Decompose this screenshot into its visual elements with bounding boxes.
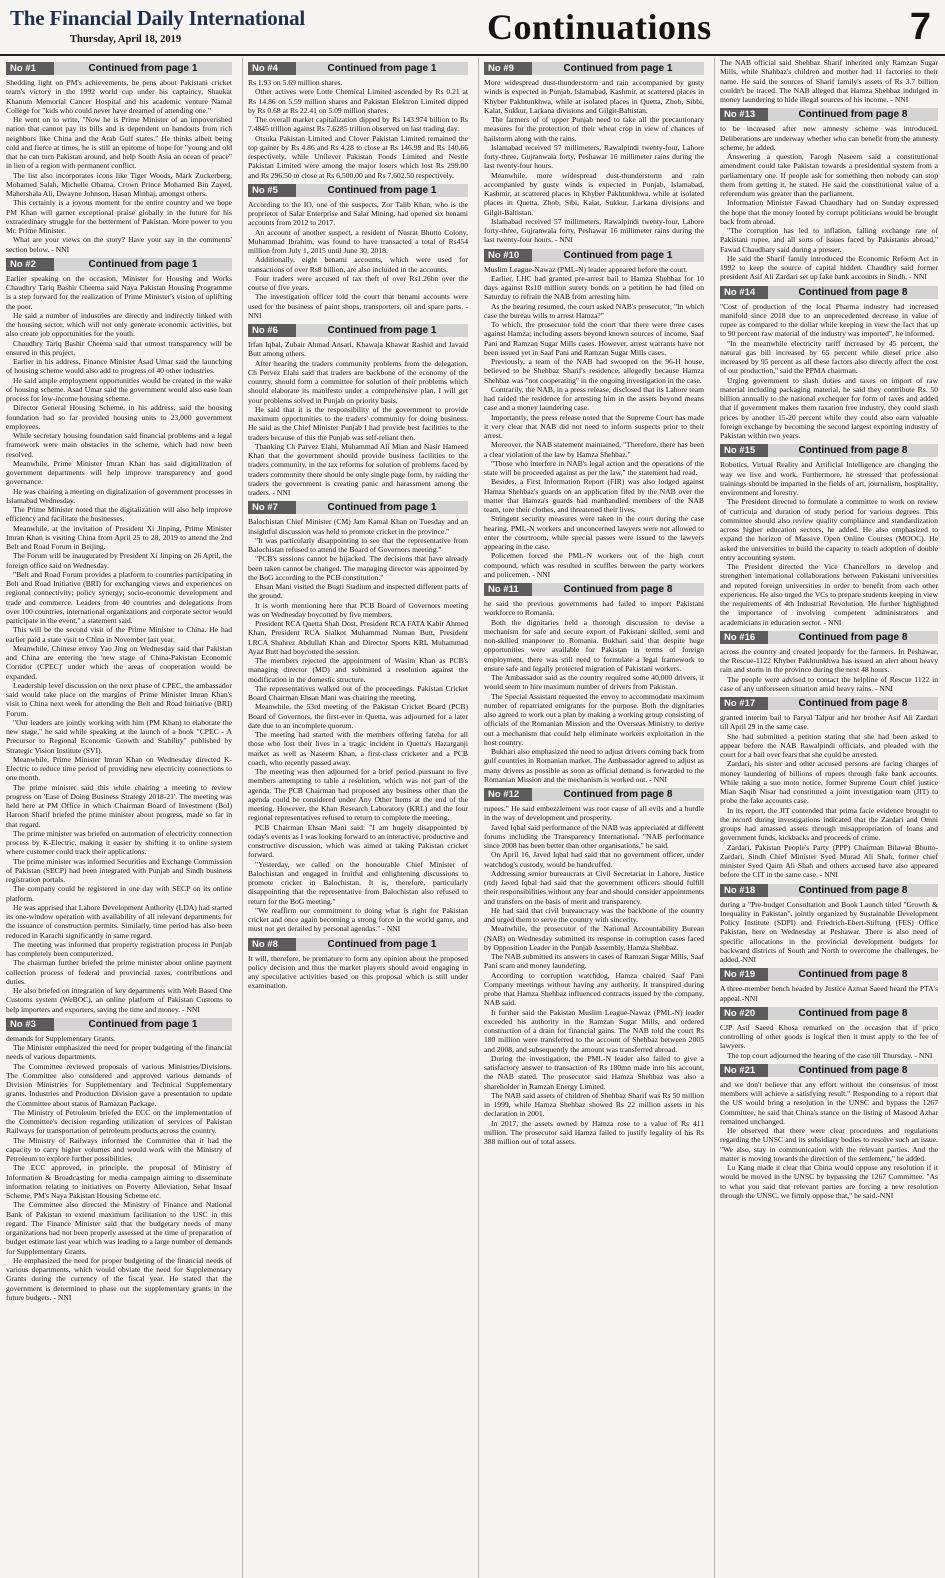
article-paragraph: The NAB submitted its answers in cases of Ramzan Sugar Mills, Saaf Pani scam and money laundering. xyxy=(484,952,704,971)
article-paragraph: The Minister emphasized the need for proper budgeting of the financial needs of various departments. xyxy=(6,1043,232,1062)
article-paragraph: during a "Pre-budget Consultation and Book Launch titled "Growth & Inequality in Pakistan", jointly organized by Sustainable Development Policy Institute (SDPI) and Friedrich-Ebert-Stiftung (FES) Office Pakistan, here on Wednesday at Peshawar. There is also need of specific allocations in the provincial development budgets for backward districts of South and North to overcome the challenges, he added.-NNI xyxy=(720,899,938,964)
article-paragraph: Contrarily, the NAB, in a press release, disclosed that its Lahore team had raided the residence for arresting him in the assets beyond means case and a money laundering case. xyxy=(484,384,704,413)
article-paragraph: rupees." He said embezzlement was root cause of all evils and a hurdle in the way of development and prosperity. xyxy=(484,804,704,823)
article-paragraph: "Belt and Road Forum provides a platform to countries participating in Belt and Road Initiative (BRI) for exchanging views and experiences on regional connectivity; policy synergy; socio-economic development and trade and commerce. Leaders from 40 countries and delegations from over 100 countries, international organizations and corporate sector would participate in the event," a statement said. xyxy=(6,569,232,625)
article-paragraph: Javed Iqbal said performance of the NAB was appreciated at different forums including the Transparency International. "NAB performance since 2008 has been better than other organisations," he said. xyxy=(484,822,704,850)
article-paragraph: He said ample employment opportunities would be created in the wake of housing scheme. Asad Umar said the government would also ease loan process for low-income housing scheme. xyxy=(6,375,232,403)
article-number: No #7 xyxy=(248,501,296,514)
article-header xyxy=(484,62,704,75)
article-header xyxy=(484,249,704,262)
article-paragraph: Information Minister Fawad Chaudhary had on Sunday expressed the hope that the money looted by corrupt politicians would be brought back from abroad. xyxy=(720,198,938,226)
article-paragraph: The list also incorporates icons like Tiger Woods, Mark Zuckerberg, Mohamed Salah, Michelle Obama, Crown Prince Mohamed Bin Zayed, Mahershala Ali, Dwayne Johnson, Hasan Minhaj, amongst others. xyxy=(6,170,232,198)
masthead xyxy=(0,0,945,56)
continued-from-label: Continued from page 1 xyxy=(296,184,468,197)
article xyxy=(720,286,938,441)
article-paragraph: More widespread dust-thunderstorm and rain accompanied by gusty winds is expected in Punjab, Islamabad, Kashmir, at scattered places in Khyber Pakhtunkhwa, while at isolated places in Quetta, Zhob, Sibbi, Kalat, Sukkur, Larkana divisions and Gilgit-Baltistan. xyxy=(484,78,704,115)
article xyxy=(720,444,938,627)
article-paragraph: The top court adjourned the hearing of the case till Thursday. - NNI xyxy=(727,1050,933,1060)
issue-date: Thursday, April 18, 2019 xyxy=(70,34,182,45)
article-number: No #17 xyxy=(720,697,768,710)
article-paragraph: "Cost of production of the local Pharma industry had increased manifold since 2018 due to an unprecedented decrease in value of rupee as compared to the dollar while keeping in view the fact that up to 90 percent raw material of the industry was imported", he informed. xyxy=(720,301,938,339)
article-paragraph: The chairman further briefed the prime minister about online payment collection process of federal and provincial taxes, contributions and duties. xyxy=(6,958,232,986)
article-paragraph: Meanwhile, Chinese envoy Yao Jing on Wednesday said that Pakistan and China are entering the 'new stage of China-Pakistan Economic Corridor (CPEC)' under which the areas of cooperation would be expanded. xyxy=(6,643,232,681)
article-paragraph: Urging government to slash duties and taxes on import of raw material including packaging material, he said they contribute Rs. 50 billion annually to the national exchequer for form of taxes and added that if government makes them taxation free industry, they could slash prices by another 15-20 percent while they could also earn valuable foreign exchange by becoming the second largest exporting industry of Pakistan within two years. xyxy=(720,375,938,440)
article-paragraph: While secretary housing foundation said financial problems and a legal framework were main obstacles in the scheme, which had now been resolved. xyxy=(6,431,232,459)
continued-from-label: Continued from page 8 xyxy=(768,884,938,897)
article-paragraph: Moreover, the NAB statement maintained, "Therefore, there has been a clear violation of the law by Hamza Shehbaz." xyxy=(484,440,704,459)
article-paragraph: Islamabad received 57 millimeters, Rawalpindi twenty-four, Lahore forty-three, Gujranwala forty, Peshawar 16 millimeter rains during the last twenty-four hours. xyxy=(484,142,704,171)
article-paragraph: "We reaffirm our commitment to doing what is right for Pakistan cricket and once again becoming a strong force in the world game, and must not get derailed by personal agendas." - NNI xyxy=(248,905,468,934)
continued-from-label: Continued from page 8 xyxy=(768,1007,938,1020)
article-paragraph: Four traders were accused of tax theft of over Rs1.26bn over the course of five years. xyxy=(248,273,468,292)
article-number: No #19 xyxy=(720,968,768,981)
article xyxy=(248,938,468,991)
article-paragraph: PCB Chairman Ehsan Mani said: "I am hugely disappointed by today's events as I was looking forward to an interactive, productive and constructive discussion, which was aimed at taking Pakistan cricket forward. xyxy=(248,822,468,860)
article-paragraph: After hearing the traders community problems from the delegation, Ch Pervez Elahi said that traders are backbone of the economy of the country, should form a committee for solution of their problems which should elaborate its manifesto under a comprehensive plan, I will get your problems solved in Punjab on priority basis. xyxy=(248,358,468,405)
article-paragraph: Rs 1.93 on 5.69 million shares. xyxy=(248,78,343,87)
article-paragraph: The ECC approved, in principle, the proposal of Ministry of Information & Broadcasting for media campaign aiming to disseminate information relating to initiatives on Poverty Alleviation, Sehat Insaaf Scheme, PM's Naya Pakistan Housing Scheme etc. xyxy=(6,1163,232,1200)
article-paragraph: The farmers of of upper Punjab need to take all the precautionary measures for the protection of their wheat crop in view of chances of hailstorm along with the rains. xyxy=(484,115,704,143)
article-paragraph: This certainly is a joyous moment for the entire country and we hope PM Khan will garner exceptional praise globally in the future for his extraordinary struggle for the betterment of Pakistan. More power to you Mr. Prime Minister. xyxy=(6,198,232,235)
continued-from-label: Continued from page 1 xyxy=(296,501,468,514)
continued-from-label: Continued from page 1 xyxy=(54,1018,232,1031)
article-header xyxy=(720,444,938,457)
article xyxy=(720,884,938,965)
article-paragraph: Earlier, LHC had granted pre-arrest bail to Hamza Shehbaz for 10 days against Rs10 million surety bonds on a petition he had filed on Saturday to refrain the NAB from arresting him. xyxy=(484,273,704,302)
article-paragraph: Addressing senior bureaucrats at Civil Secretariat in Lahore, Justice (rtd) Javed Iqbal had said that the government officers should fulfill their responsibilities without any fear and should consider appointments and transfers on the basis of merit and transparency. xyxy=(484,868,704,906)
article-paragraph: The meeting was informed that property registration process in Punjab has completely been computerized. xyxy=(6,939,232,958)
article-header xyxy=(248,324,468,337)
article-paragraph: Meanwhile, the 53rd meeting of the Pakistan Cricket Board (PCB) Board of Governors, the first-ever in Quetta, was adjourned for a later date due to an incomplete quorum. xyxy=(248,702,468,730)
column-3 xyxy=(478,58,704,1578)
article-paragraph: Additionally, eight benami accounts, which were used for transactions of over Rs8 billion, are also included in the accounts. xyxy=(248,255,468,274)
article-paragraph: across the country and created jeopardy for the farmers. In Peshawar, the Rescue-1122 Khyber Pakhtunkhwa has issued an alert about heavy rain and storm in the province during the next 48 hours. xyxy=(720,646,938,675)
article-paragraph: Zardari, his sister and other accused persons are facing charges of money laundering of billions of rupees through fake bank accounts. While taking a suo moto notice, former Supreme Court chief justice Mian Saqib Nisar had constituted a joint investigation team (JIT) to probe the fake accounts case. xyxy=(720,759,938,806)
continued-from-label: Continued from page 8 xyxy=(768,1064,938,1077)
article-paragraph: Besides, a First Information Report (FIR) was also lodged against Hamza Shehbaz's guards on an application filed by the NAB over the matter that Hamza's guards had manhandled members of the NAB team, tore their clothes, and threatened their lives. xyxy=(484,477,704,514)
article-number: No #20 xyxy=(720,1007,768,1020)
article-header xyxy=(720,1007,938,1020)
continued-from-label: Continued from page 1 xyxy=(532,249,704,262)
article-paragraph: He emphasized the need for proper budgeting of the financial needs of various departments, which would obviate the need for Supplementary Grants during the currency of the fiscal year. He stated that the government is determined to phase out the supplementary grants in the future budgets. - NNI xyxy=(6,1255,232,1302)
continued-from-label: Continued from page 1 xyxy=(54,62,232,75)
article xyxy=(248,62,468,180)
article-paragraph: Previously, a team of the NAB had swooped on the 96-H house, believed to be Shehbaz Sharif's residence, allegedly because Hamza Shehbaz was "not cooperating" in the ongoing investigation in the case. xyxy=(484,357,704,385)
article-paragraph: "Those who interfere in NAB's legal action and the operations of the state will be proceeded against as per the law," the statement had read. xyxy=(484,458,704,477)
article-header xyxy=(720,697,938,710)
article-paragraph: The Special Assistant requested the envoy to accommodate maximum number of repatriated emigrants for the purpose. Both the dignitaries also agreed to work out a plan by making a working group consisting of officials of the Romanian Mission and the Overseas Ministry to derive out a mechanism that could help eliminate workers exploitation in the host country. xyxy=(484,691,704,747)
article-paragraph: Lu Kang made it clear that China would oppose any resolution if it would be moved in the UNSC by bypassing the 1267 Committee. "As to what you said that relevant parties are forcing a new resolution through the UNSC, we firmly oppose that," he said.-NNI xyxy=(720,1163,938,1200)
article-paragraph: The investigation officer told the court that benami accounts were used for the business of paint shops, transporters, oil and spare parts. - NNI xyxy=(248,292,468,320)
article-paragraph: According to corruption watchdog, Hamza chaired Saaf Pani Company meetings without having any authority. It transpired during probe that Hamza Shehbaz influenced contracts issued by the company, NAB said. xyxy=(484,970,704,1008)
column-1 xyxy=(6,58,232,1578)
article-paragraph: Meanwhile, Prime Minister Imran Khan has said digitalization of government departments will help improve transparency and good governance. xyxy=(6,458,232,487)
article-paragraph: Earlier in his address, Finance Minister Asad Umar said the launching of housing scheme would also add to progress of 40 other industries. xyxy=(6,357,232,376)
article-paragraph: Policemen forced the PML-N workers out of the high court compound, which was resulted in scuffles between the party workers and policemen. - NNI xyxy=(484,551,704,579)
columns xyxy=(6,58,941,1578)
article xyxy=(720,697,938,880)
article-paragraph: Balochistan Chief Minister (CM) Jam Kamal Khan on Tuesday and an insightful discussion was held to promote cricket in the province." xyxy=(248,517,468,536)
article-header xyxy=(720,968,938,981)
column-2 xyxy=(242,58,468,1578)
article xyxy=(720,968,938,1003)
article-paragraph: The Forum will be inaugurated by President Xi Jinping on 26 April, the foreign office said on Wednesday. xyxy=(6,551,232,570)
article-paragraph: The meeting had started with the members offering fateha for all those who lost their lives in a tragic incident in Quetta's Hazarganji market as well as Naseem Khan, a first-class cricketer and a PCB coach, who recently passed away. xyxy=(248,730,468,767)
article-paragraph: "Our leaders are jointly working with him (PM Khan) to elaborate the new stage," he said while speaking at the launch of a book "CPEC - A Precursor to Regional Economic Growth and Stability" published by Strategic Vision Institute (SVI). xyxy=(6,717,232,755)
article-paragraph: Director General Housing Scheme, in his address, said the housing foundation had so far provided housing units to 23,000 government employees. xyxy=(6,403,232,431)
article xyxy=(484,62,704,245)
article-header xyxy=(248,62,468,75)
article-paragraph: Earlier speaking on the occasion, Minister for Housing and Works Chaudhry Tariq Bashir Cheema said Naya Pakistan Housing Programme is a step forward for the realization of Prime Minister's vision of uplifting the poor. xyxy=(6,273,232,311)
continued-from-label: Continued from page 1 xyxy=(296,62,468,75)
article-paragraph: The Committee also directed the Ministry of Finance and National Bank of Pakistan to extend maximum facilitation to the USC in this regard. The Finance Minister said that the budgetary needs of many organizations had not been properly assessed at the time of preparation of budget estimate last year which was leading to a large number of demands for Supplementary Grants. xyxy=(6,1200,232,1256)
article xyxy=(248,501,468,933)
article-paragraph: demands for Supplementary Grants. xyxy=(6,1033,116,1043)
article-paragraph: The Committee reviewed proposals of various Ministries/Divisions. The Committee also considered and approved various demands of Division Ministries for Supplementary and Technical Supplementary grants. Industries and Production Division gave a presentation to update the Committee about status of Ramazan Package. xyxy=(6,1061,232,1108)
article-paragraph: The company could be registered in one day with SECP on its online platform. xyxy=(6,884,232,903)
article-paragraph: As the hearing resumed, the court asked NAB's prosecutor, "In which case the bureau wills to arrest Hamza?" xyxy=(484,301,704,320)
article-paragraph: Meanwhile, the prosecutor of the National Accountability Bureau (NAB) on Wednesday submitted its response in corruption cases faced by Opposition Leader in the Punjab Assembly, Hamza Shehbaz. xyxy=(484,924,704,952)
article-number: No #4 xyxy=(248,62,296,75)
article-paragraph: granted interim bail to Faryal Talpur and her brother Asif Ali Zardari till April 29 in the same case. xyxy=(720,713,938,732)
article-paragraph: It is worth mentioning here that PCB Board of Governors meeting was on Wednesday boycotted by five members. xyxy=(248,600,468,619)
article-paragraph: What are your views on the story? Have your say in the comments' section below. - NNI xyxy=(6,235,232,254)
article-number: No #2 xyxy=(6,258,54,271)
article-paragraph: Meanwhile, Prime Minister Imran Khan on Wednesday directed K-Electric to reduce time period of providing new electricity connections to one month. xyxy=(6,754,232,783)
article xyxy=(484,249,704,580)
article-paragraph: In its report, the JIT contended that prima facie evidence brought to the record during investigations indicated that the Zardari and Omni groups had amassed assets through misappropriation of loans and government funds, kickbacks and proceeds of crime. xyxy=(720,805,938,843)
article-header xyxy=(248,501,468,514)
article-paragraph: He said the Sharif family introduced the Economic Reform Act in 1992 to keep the source of capital hidden. Chaudhry said former president Asif Ali Zardari set up fake bank accounts in Sindh. - NNI xyxy=(720,253,938,282)
continued-from-label: Continued from page 8 xyxy=(768,697,938,710)
article xyxy=(6,1018,232,1302)
article-paragraph: The people were advised to contact the helpline of Rescue 1122 in case of any unforeseen situation amid heavy rains. - NNI xyxy=(720,674,938,693)
article-paragraph: The members rejected the appointment of Wasim Khan as PCB's managing director (MD) and submitted a resolution against the modification in the domestic structure. xyxy=(248,656,468,684)
article-paragraph: Zardari, Pakistan People's Party (PPP) Chairman Bilawal Bhutto-Zardari, Sindh Chief Minister Syed Murad Ali Shah, former chief minister Syed Qaim Ali Shah and others accused have also appeared before the CIT in the same case. - NNI xyxy=(720,842,938,880)
article-number: No #12 xyxy=(484,788,532,801)
article-paragraph: Meanwhile, at the invitation of President Xi Jinping, Prime Minister Imran Khan is visiting China from April 25 to 28, 2019 to attend the 2nd Belt and Road Forum in Beijing. xyxy=(6,523,232,551)
article-paragraph: Meanwhile, more widespread dust-thunderstorm and rain accompanied by gusty winds is expected in Punjab, Islamabad, Kashmir, at scattered places in Khyber Pakhtunkhwa, while at isolated places in Quetta, Zhob, Sibi, Kalat, Sukkur, Larkana divisions and Gilgit-Baltistan. xyxy=(484,170,704,217)
article-paragraph: Both the dignitaries held a thorough discussion to devise a mechanism for safe and secure export of Pakistani skilled, semi and non-skilled manpower to Romania. Bukhari said that despite huge opportunities were available for Pakistan in terms of foreign employment, there was still need to formulate a legal framework to ensure safe and legally protected migration of Pakistani workers. xyxy=(484,617,704,673)
article-paragraph: The Ambassador said as the country required some 40,000 drivers, it would seem to hire maximum number of drivers from Pakistan. xyxy=(484,673,704,692)
article-header xyxy=(484,788,704,801)
article xyxy=(484,788,704,1146)
article-paragraph: Stringent security measures were taken in the court during the case hearing. PML-N workers and unconcerned lawyers were not allowed to enter the courtroom, while special passes were issued to the lawyers appearing in the case. xyxy=(484,514,704,551)
article-header xyxy=(720,108,938,121)
article-number: No #1 xyxy=(6,62,54,75)
article-paragraph: "It was particularly disappointing to see that the representative from Balochistan refused to attend the Board of Governors meeting." xyxy=(248,535,468,554)
article-paragraph: Answering a question, Farogh Naseem said a constitutional amendment could take Pakistan towards a presidential system from a parliamentary one. If people ask for something then nobody can stop them from getting it, he stated. He said the constitutional value of a referendum was greater than the parliament. xyxy=(720,152,938,198)
article-paragraph: The prime minister said this while chairing a meeting to review progress on 'Ease of Doing Business Strategy 2018-21'. The meeting was held here at PM Office in which Chairman Board of Investment (BoI) Haroon Sharif briefed the prime minister about progress, made so far in that regard. xyxy=(6,782,232,829)
article-paragraph: The prime minister was briefed on automation of electricity connection process by K-Electric, making it easier by shifting it to online system where customer could track their applications. xyxy=(6,828,232,857)
article-number: No #3 xyxy=(6,1018,54,1031)
article-number: No #6 xyxy=(248,324,296,337)
article-header xyxy=(720,631,938,644)
paper-name: The Financial Daily International xyxy=(10,6,306,30)
article-header xyxy=(484,583,704,596)
article-number: No #5 xyxy=(248,184,296,197)
article xyxy=(484,583,704,784)
article-paragraph: Leadership level discussion on the next phase of CPEC, the ambassador said would take place on the margins of Prime Minister Imran Khan's visit to China next week for attending the Belt and Road Initiative (BRI) Forum. xyxy=(6,680,232,718)
continued-from-label: Continued from page 8 xyxy=(532,788,704,801)
article-number: No #14 xyxy=(720,286,768,299)
article-paragraph: The representatives walked out of the proceedings. Pakistan Cricket Board Chairman Ehsan Mani was chairing the meeting. xyxy=(248,683,468,702)
article-paragraph: President RCA Qaetta Shah Dost, President RCA FATA Kabir Ahmed Khan, President RCA Sialkot Muhammad Numan Butt, President LRCA Shahrez Abdullah Khan and Director Sports KRL Muhammad Ayaz Butt had boycotted the session. xyxy=(248,619,468,656)
article-number: No #18 xyxy=(720,884,768,897)
article-paragraph: The President directed the Vice Chancellors to develop and strengthen international collaborations between Pakistani universities and reputed foreign universities in order to benefit from each other experiences. He also urged the VCs to prepare students keeping in view the requirements of 4th Industrial Revolution. He further highlighted the importance of involving competent administrators and academicians in education sector. - NNI xyxy=(720,562,938,627)
article-paragraph: An account of another suspect, a resident of Nusrat Bhutto Colony, Muhammad Ibrahim, was found to have transacted a total of Rs454 million from July 1, 2015 until June 30, 2018. xyxy=(248,227,468,255)
article-paragraph: A three-member bench headed by Justice Azmat Saeed heard the PTA's appeal.-NNI xyxy=(720,984,938,1003)
article-paragraph: "PCB's sessions cannot be hijacked. The decisions that have already been taken cannot be changed. The managing director was appointed by the BoG according to the PCB constitution." xyxy=(248,554,468,582)
article-paragraph: The NAB said assets of children of Shehbaz Sharif was Rs 50 million in 1999, while Hamza Shehbaz showed Rs 22 million assets in his declaration in 2001. xyxy=(484,1090,704,1119)
article-paragraph: The overall market capitalization dipped by Rs 143.974 billion to Rs 7.4845 trillion against Rs 7.6285 trillion observed on last trading day. xyxy=(248,115,468,134)
article-paragraph: The meeting was then adjourned for a brief period pursuant to five members attempting to table a resolution, which was not part of the agenda. The PCB Chairman had proposed any business other than the agenda could be considered under Any Other Items at the end of the meeting. However, the Khan Research Laboratory (KRL) and the four regional representatives refused to return to complete the meeting. xyxy=(248,767,468,823)
article-paragraph: He observed that there were clear procedures and regulations regarding the UNSC and its subsidiary bodies to resolve such an issue. "We also, stay in communication with the relevant parties. And the matter is moving towards the direction of the settlement," he added. xyxy=(720,1126,938,1163)
article-paragraph: "The corruption has led to inflation, falling exchange rate of Pakistani rupee, and all sorts of issues faced by Pakistanis abroad," Fawad Chaudhary said during a presser. xyxy=(720,226,938,254)
article-paragraph: During the investigation, the PML-N leader also failed to give a satisfactory answer to transaction of Rs 180mn made into his account, the NAB stated. The prosecutor said Hamza Shehbaz was also a shareholder in Ramzan Energy Limited. xyxy=(484,1053,704,1091)
article-paragraph: "In the meanwhile electricity tariff increased by 45 percent, the natural gas bill increased by 65 percent while diesel price also increased by 95 percent as all these factors also directly affect the cost of our production," said the PPMA chairman. xyxy=(720,338,938,376)
continued-from-label: Continued from page 8 xyxy=(768,968,938,981)
article-paragraph: In 2017, the assets owned by Hamza rose to a value of Rs 411 million. The prosecutor said Hamza failed to justify legality of his Rs 388 million out of total assets. xyxy=(484,1118,704,1146)
article-paragraph: Shedding light on PM's achievements, he pens about Pakistani cricket team's victory in the 1992 world cup under his captaincy, Shaukat Khanum Memorial Cancer Hospital and his academic venture Namal College for "kids who could never have dreamed of attending one." xyxy=(6,78,232,115)
article-paragraph: The prime minister was informed Securities and Exchange Commission of Pakistan (SECP) had been integrated with Punjab and Sindh business registration portals. xyxy=(6,856,232,884)
article-paragraph: She had submitted a petition stating that she had been asked to appear before the NAB Rawalpindi officials, and pleaded with the court for a bail over fears that she could be arrested. xyxy=(720,731,938,759)
page-number: 7 xyxy=(909,6,931,48)
article-number: No #21 xyxy=(720,1064,768,1077)
article xyxy=(720,631,938,693)
continued-from-label: Continued from page 8 xyxy=(768,444,938,457)
article xyxy=(720,1064,938,1200)
article-paragraph: CJP Asif Saeed Khosa remarked on the occasion that if price controlling of other goods is logical then it must apply to the fee of lawyers. xyxy=(720,1022,938,1051)
article-header xyxy=(6,258,232,271)
continued-from-label: Continued from page 8 xyxy=(768,631,938,644)
article-paragraph: Chaudhry Tariq Bashir Cheema said that utmost transparency will be ensured in this project. xyxy=(6,338,232,357)
article-paragraph: He also briefed on integration of key departments with Web Based One Customs system (WeBOC), an online platform of Pakistan Customs to help importers and exporters, saving the time and money. - NNI xyxy=(6,986,232,1014)
article-paragraph: This will be the second visit of the Prime Minister to China. He had earlier paid a state visit to China in November last year. xyxy=(6,625,232,644)
article-header xyxy=(720,884,938,897)
continued-from-label: Continued from page 8 xyxy=(532,583,704,596)
continued-from-label: Continued from page 1 xyxy=(54,258,232,271)
article-header xyxy=(720,286,938,299)
article-paragraph: The President directed to formulate a committee to work on review of curricula and duration of study period for various degrees. This committee should also review quality compliance and standardization across higher education sectors, he added. He also emphasized to expand the horizon of Massive Open Online Courses (MOOC). He asked the universities to build the capacity to teach adoption of double entry accounting system. xyxy=(720,497,938,562)
article-number: No #15 xyxy=(720,444,768,457)
article xyxy=(720,1007,938,1060)
article-paragraph: Other actives were Lotte Chemical Limited ascended by Rs 0.21 at Rs 14.86 on 5.59 million shares and Pakistan Elektron Limited dipped by Rs 0.68 at Rs 22.41 on 5.09 million shares. xyxy=(248,87,468,115)
article-paragraph: To which, the prosecutor told the court that there were three cases against Hamza; including assets beyond known sources of income, Saaf Pani and Ramzan Sugar Mills cases. However, arrest warrants have not been issued yet in Saaf Pani and Ramzan Sugar Mills cases. xyxy=(484,320,704,357)
article-paragraph: On April 16, Javed Iqbal had said that no government officer, under watchdog's custody, would be handcuffed. xyxy=(484,850,704,869)
article xyxy=(6,258,232,1014)
continued-from-label: Continued from page 1 xyxy=(296,938,468,951)
article xyxy=(248,184,468,320)
section-title: Continuations xyxy=(487,7,712,47)
article-paragraph: He went on to write, "Now he is Prime Minister of an impoverished nation that cannot pay its bills and is dependent on handouts from rich neighbors like China and the Arab Gulf states." He thinks albeit being cold and fierce at times, he is still an epitome of hope for "young and old that he can turn Pakistan around, and help South Asia an ocean of peace" in lieu of a region with permanent conflict. xyxy=(6,115,232,171)
article-header xyxy=(6,1018,232,1031)
article-number: No #11 xyxy=(484,583,532,596)
article-paragraph: He had said that civil bureaucracy was the backbone of the country and urged them to serve the country with sincerity. xyxy=(484,905,704,924)
article-paragraph: He was apprised that Lahore Development Authority (LDA) had started its one-window operation with availability of all relevant departments for the issuance of construction permits. Similarly, time period has also been reduced in Karachi significantly in same regard. xyxy=(6,902,232,940)
article-header xyxy=(248,938,468,951)
article-paragraph: Importantly, the press release noted that the Supreme Court has made it very clear that NAB did not need to inform suspects prior to their arrest. xyxy=(484,412,704,440)
article-paragraph: he said the previous governments had failed to import Pakistani workforce to Romania. xyxy=(484,599,704,618)
article-paragraph: The NAB official said Shehbaz Sharif inherited only Ramzan Sugar Mills, while Shahbaz's children and mother had 11 factories to their name. He said the sources of Sharif family's assets of Rs 3.7 billion couldn't be traced. The NAB alleged that Hamza Shehbaz indulged in money laundering to hide illegal sources of his income. - NNI xyxy=(720,58,938,104)
article-paragraph: Bukhari also emphasized the need to adjust drivers coming back from gulf countries in Romanian market. The Ambassador agreed to adjust as many drivers as possible as soon as official demand is forwarded to the Romanian Mission and the mechanism is worked out. - NNI xyxy=(484,747,704,784)
article-paragraph: "Yesterday, we called on the honourable Chief Minister of Balochistan and engaged in fruitful and enlightening discussions to promote cricket in Balochistan. It is, therefore, particularly disappointing that the representative from Balochistan also refused to return for the BoG meeting." xyxy=(248,859,468,906)
article-paragraph: Robotics, Virtual Reality and Artificial Intelligence are changing the way we live and work. Furthermore, he stressed that professional trainings should be imparted in the fields of art, journalism, hospitality, environment and forestry. xyxy=(720,460,938,497)
article xyxy=(248,324,468,497)
article-paragraph: Muslim League-Nawaz (PML-N) leader appeared before the court. xyxy=(484,264,688,274)
article-paragraph: Ehsan Mani visited the Bugti Stadium and inspected different parts of the ground. xyxy=(248,582,468,601)
article-paragraph: He said that it is the responsibility of the government to provide maximum opportunities to the traders' community for doing business. He said as the Chief Minister Punjab I had provide best facilities to the traders because of this the Punjab was self-reliant then. xyxy=(248,404,468,442)
article-paragraph: The Ministry of Railways informed the Committee that it had the capacity to carry higher volumes and would work with the Ministry of Petroleum to explore further possibilities. xyxy=(6,1135,232,1163)
article-paragraph: According to the IO, one of the suspects, Zor Talib Khan, who is the proprietor of Salar Enterprise and Salar Mining, had opened six benami accounts from 2012 to 2017. xyxy=(248,199,468,228)
article xyxy=(720,58,938,104)
article-number: No #16 xyxy=(720,631,768,644)
article xyxy=(720,108,938,281)
article-paragraph: The Prime Minister noted that the digitalization will also help improve efficiency and facilitate the businesses. xyxy=(6,505,232,524)
article-paragraph: It further said the Pakistan Muslim League-Nawaz (PML-N) leader exceeded his authority in the Ramzan Sugar Mills, and ordered construction of a drain for financial gains. The NAB told the court Rs 180 million were transferred to the account of Shehbaz between 2005 and 2008, and subsequently the amount was transferred abroad. xyxy=(484,1007,704,1054)
continued-from-label: Continued from page 8 xyxy=(768,286,938,299)
article-number: No #9 xyxy=(484,62,532,75)
article-paragraph: It will, therefore, be premature to form any opinion about the proposed policy decision and thus the market players should avoid engaging in any speculative activities based on this proposal which is still under examination. xyxy=(248,953,468,991)
article-paragraph: Irfan Iqbal, Zubair Ahmad Ansari, Khawaja Khawar Rashid and Javaid Butt among others. xyxy=(248,340,468,359)
article-header xyxy=(720,1064,938,1077)
article-paragraph: The Ministry of Petroleum briefed the ECC on the implementation of the Committee's decision regarding utilization of services of Pakistan Railways for transportation of petroleum products across the country. xyxy=(6,1107,232,1136)
article-number: No #8 xyxy=(248,938,296,951)
article xyxy=(6,62,232,254)
article-number: No #13 xyxy=(720,108,768,121)
article-paragraph: Otsuka Pakistan Limited and Clover Pakistan Limited remained the top gainer by Rs 4.86 and Rs 4.28 to close at Rs 146.98 and Rs 140.66 respectively, while Unilever Pakistan Foods Limited and Nestle Pakistan Limited were among the major losers which lost Rs 299.00 and Rs 296.50 to close at Rs 6,500.00 and Rs 7,602.50 respectively. xyxy=(248,133,468,180)
article-header xyxy=(6,62,232,75)
article-paragraph: and we don't believe that any effort without the consensus of most members will achieve a satisfying result." Responding to a report that the US would bring a resolution in the UNSC and bypass the 1267 Committee, he said that China's stance on the listing of Masood Azhar remained unchanged. xyxy=(720,1079,938,1126)
article-paragraph: Thanking Ch Parvez Elahi, Muhammad Ali Mian and Nasir Hameed Khan that the government should provide business facilities to the traders community, in the tax reforms for solution of problems faced by traders community there should be only single page form, by raiding the traders the government is creating panic and harassment among the traders. - NNI xyxy=(248,441,468,497)
article-paragraph: Islamabad received 57 millimeters, Rawalpindi twenty-four, Lahore forty-three, Gujranwala forty, Peshawar 16 millimeter rains during the last twenty-four hours. - NNI xyxy=(484,216,704,245)
article-paragraph: to be increased after new amnesty scheme was introduced. Deliberations are underway whether who can benefit from the amnesty scheme, he added. xyxy=(720,124,938,152)
continued-from-label: Continued from page 8 xyxy=(768,108,938,121)
article-header xyxy=(248,184,468,197)
column-4 xyxy=(714,58,938,1578)
continued-from-label: Continued from page 1 xyxy=(532,62,704,75)
article-paragraph: He said a number of industries are directly and indirectly linked with the housing sector, which will not only generate economic activities, but also create job opportunities for the youth. xyxy=(6,310,232,339)
continued-from-label: Continued from page 1 xyxy=(296,324,468,337)
article-number: No #10 xyxy=(484,249,532,262)
article-paragraph: He was chairing a meeting on digitalization of government processes in Islamabad Wednesday. xyxy=(6,486,232,505)
